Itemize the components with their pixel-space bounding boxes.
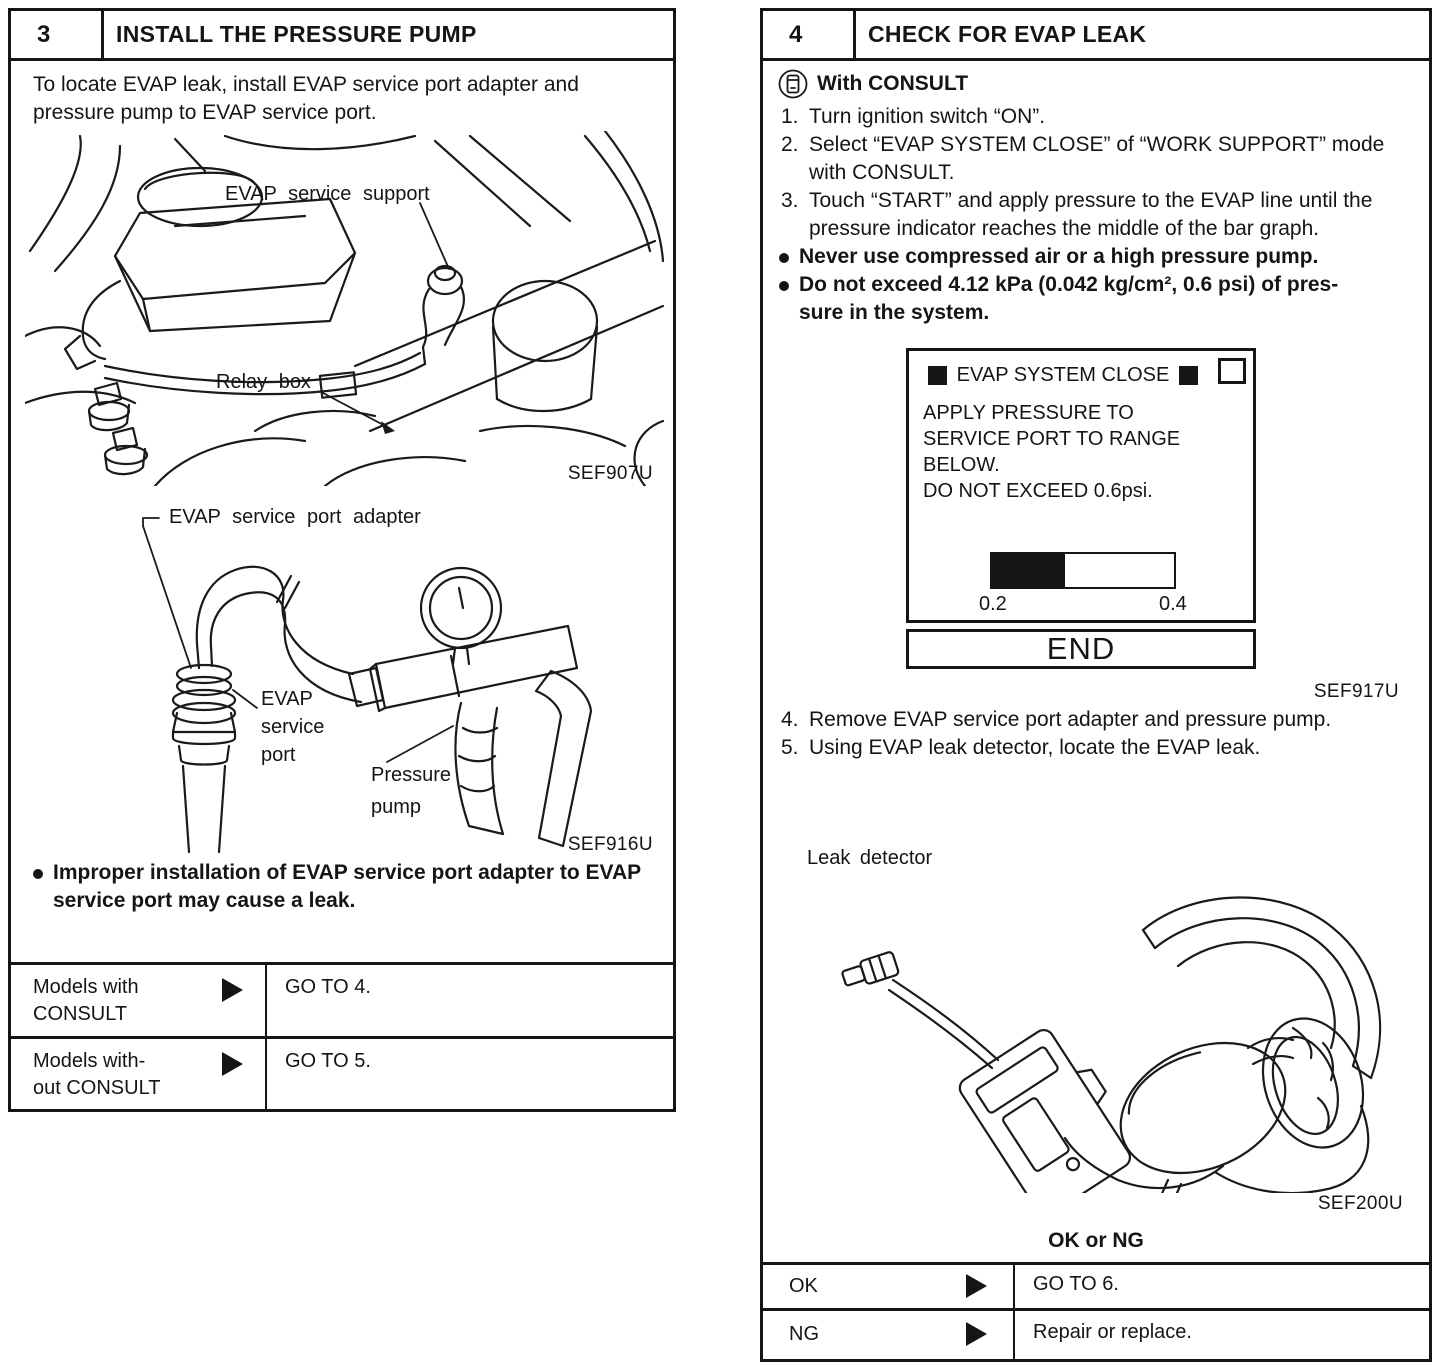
figure-caption-sef917u: SEF917U	[1313, 681, 1399, 702]
procedure-text-block	[777, 69, 1409, 327]
table-row	[763, 1308, 1429, 1359]
label-evap-service-port-line2: service	[261, 716, 325, 738]
condition-text: Models with	[33, 976, 139, 998]
procedure-step	[777, 187, 1409, 243]
table-row	[763, 1262, 1429, 1308]
action-cell: Repair or replace.	[1033, 1321, 1192, 1343]
step-index: 5.	[781, 736, 799, 759]
condition-text: Models with-	[33, 1050, 146, 1072]
condition-text: out CONSULT	[33, 1077, 161, 1099]
result-heading: OK or NG	[1048, 1229, 1144, 1252]
step-index: 3.	[781, 189, 799, 212]
caution-text	[799, 271, 1338, 327]
message-line: DO NOT EXCEED 0.6psi.	[923, 480, 1153, 502]
label-evap-service-port-adapter: EVAP service port adapter	[169, 506, 421, 528]
figure-caption-sef200u: SEF200U	[1317, 1193, 1403, 1214]
filled-square-icon	[1179, 366, 1198, 385]
step-text: Select “EVAP SYSTEM CLOSE” of “WORK SUPPORT” mode with CONSULT.	[809, 133, 1385, 184]
figure-caption-sef907u: SEF907U	[567, 463, 653, 484]
consult-screen-title: EVAP SYSTEM CLOSE	[956, 364, 1170, 386]
bar-max-label: 0.4	[1159, 593, 1187, 615]
procedure-text-block	[777, 706, 1409, 762]
message-line: BELOW.	[923, 454, 1000, 476]
label-evap-service-support: EVAP service support	[225, 183, 430, 205]
procedure-step	[777, 734, 1409, 762]
procedure-panel-step-4	[760, 8, 1432, 1362]
consult-heading-label: With CONSULT	[817, 72, 969, 95]
bar-min-label: 0.2	[979, 593, 1007, 615]
label-leak-detector: Leak detector	[807, 847, 933, 869]
step-text: Turn ignition switch “ON”.	[809, 105, 1046, 128]
leak-detector-illustration	[813, 868, 1433, 1193]
condition-cell	[11, 965, 267, 1036]
action-cell: GO TO 4.	[285, 976, 371, 998]
condition-text: CONSULT	[33, 1003, 128, 1025]
condition-text: OK	[789, 1275, 818, 1297]
arrow-right-icon	[966, 1322, 987, 1346]
bullet-icon	[33, 869, 43, 879]
label-evap-service-port-line1: EVAP	[261, 688, 313, 710]
label-pressure-pump-line1: Pressure	[371, 764, 452, 786]
consult-device-icon	[777, 68, 809, 100]
procedure-step	[777, 131, 1409, 187]
pressure-bar-graph	[990, 552, 1176, 589]
condition-text: NG	[789, 1323, 819, 1345]
condition-cell	[763, 1265, 1015, 1308]
caution-text: Improper installation of EVAP service port adapter to EVAP service port may cause a leak.	[53, 861, 641, 912]
caution-text-line: sure in the system.	[799, 301, 990, 324]
caution-item	[777, 271, 1409, 327]
label-evap-service-port-line3: port	[261, 744, 296, 766]
caution-item	[23, 859, 659, 915]
consult-screen-message	[923, 400, 1180, 504]
label-pressure-pump-line2: pump	[371, 796, 422, 818]
procedure-step	[777, 706, 1409, 734]
step-title: INSTALL THE PRESSURE PUMP	[116, 21, 477, 47]
step-title: CHECK FOR EVAP LEAK	[868, 21, 1147, 47]
action-cell: GO TO 5.	[285, 1050, 371, 1072]
procedure-step	[777, 103, 1409, 131]
table-row	[11, 962, 673, 1036]
procedure-panel-step-3	[8, 8, 676, 1112]
consult-heading	[777, 69, 1409, 99]
caution-text-line: Do not exceed 4.12 kPa (0.042 kg/cm², 0.6 psi) of pres-	[799, 273, 1339, 296]
empty-square-icon	[1218, 358, 1246, 384]
step-index: 4.	[781, 708, 799, 731]
label-relay-box: Relay box	[216, 371, 311, 393]
panel-header	[11, 11, 673, 61]
consult-screen-title-row	[909, 364, 1217, 387]
figure-leak-detector	[813, 868, 1433, 1193]
condition-cell	[11, 1039, 267, 1109]
intro-text: To locate EVAP leak, install EVAP service port adapter and pressure pump to EVAP service port.	[33, 73, 579, 124]
figure-pressure-pump	[31, 496, 666, 856]
step-number: 3	[11, 11, 104, 58]
panel-header	[763, 11, 1429, 61]
step-text: Touch “START” and apply pressure to the EVAP line until the pressure indicator reaches the middle of the bar graph.	[809, 189, 1373, 240]
step-index: 2.	[781, 133, 799, 156]
step-text: Using EVAP leak detector, locate the EVAP leak.	[809, 736, 1261, 759]
filled-square-icon	[928, 366, 947, 385]
end-button: END	[906, 629, 1256, 669]
table-row	[11, 1036, 673, 1109]
step-number: 4	[763, 11, 856, 58]
figure-engine-bay	[25, 131, 665, 486]
arrow-right-icon	[966, 1274, 987, 1298]
caution-item	[777, 243, 1409, 271]
message-line: SERVICE PORT TO RANGE	[923, 428, 1181, 450]
step-text: Remove EVAP service port adapter and pressure pump.	[809, 708, 1332, 731]
action-cell: GO TO 6.	[1033, 1273, 1119, 1295]
figure-caption-sef916u: SEF916U	[567, 834, 653, 855]
message-line: APPLY PRESSURE TO	[923, 402, 1134, 424]
pressure-pump-illustration	[31, 496, 666, 856]
step-index: 1.	[781, 105, 799, 128]
arrow-right-icon	[222, 978, 243, 1002]
bullet-icon	[779, 253, 789, 263]
pressure-bar-fill	[992, 554, 1065, 587]
arrow-right-icon	[222, 1052, 243, 1076]
bullet-icon	[779, 281, 789, 291]
caution-text: Never use compressed air or a high pressure pump.	[799, 245, 1319, 268]
condition-cell	[763, 1311, 1015, 1359]
consult-screen	[906, 348, 1256, 623]
